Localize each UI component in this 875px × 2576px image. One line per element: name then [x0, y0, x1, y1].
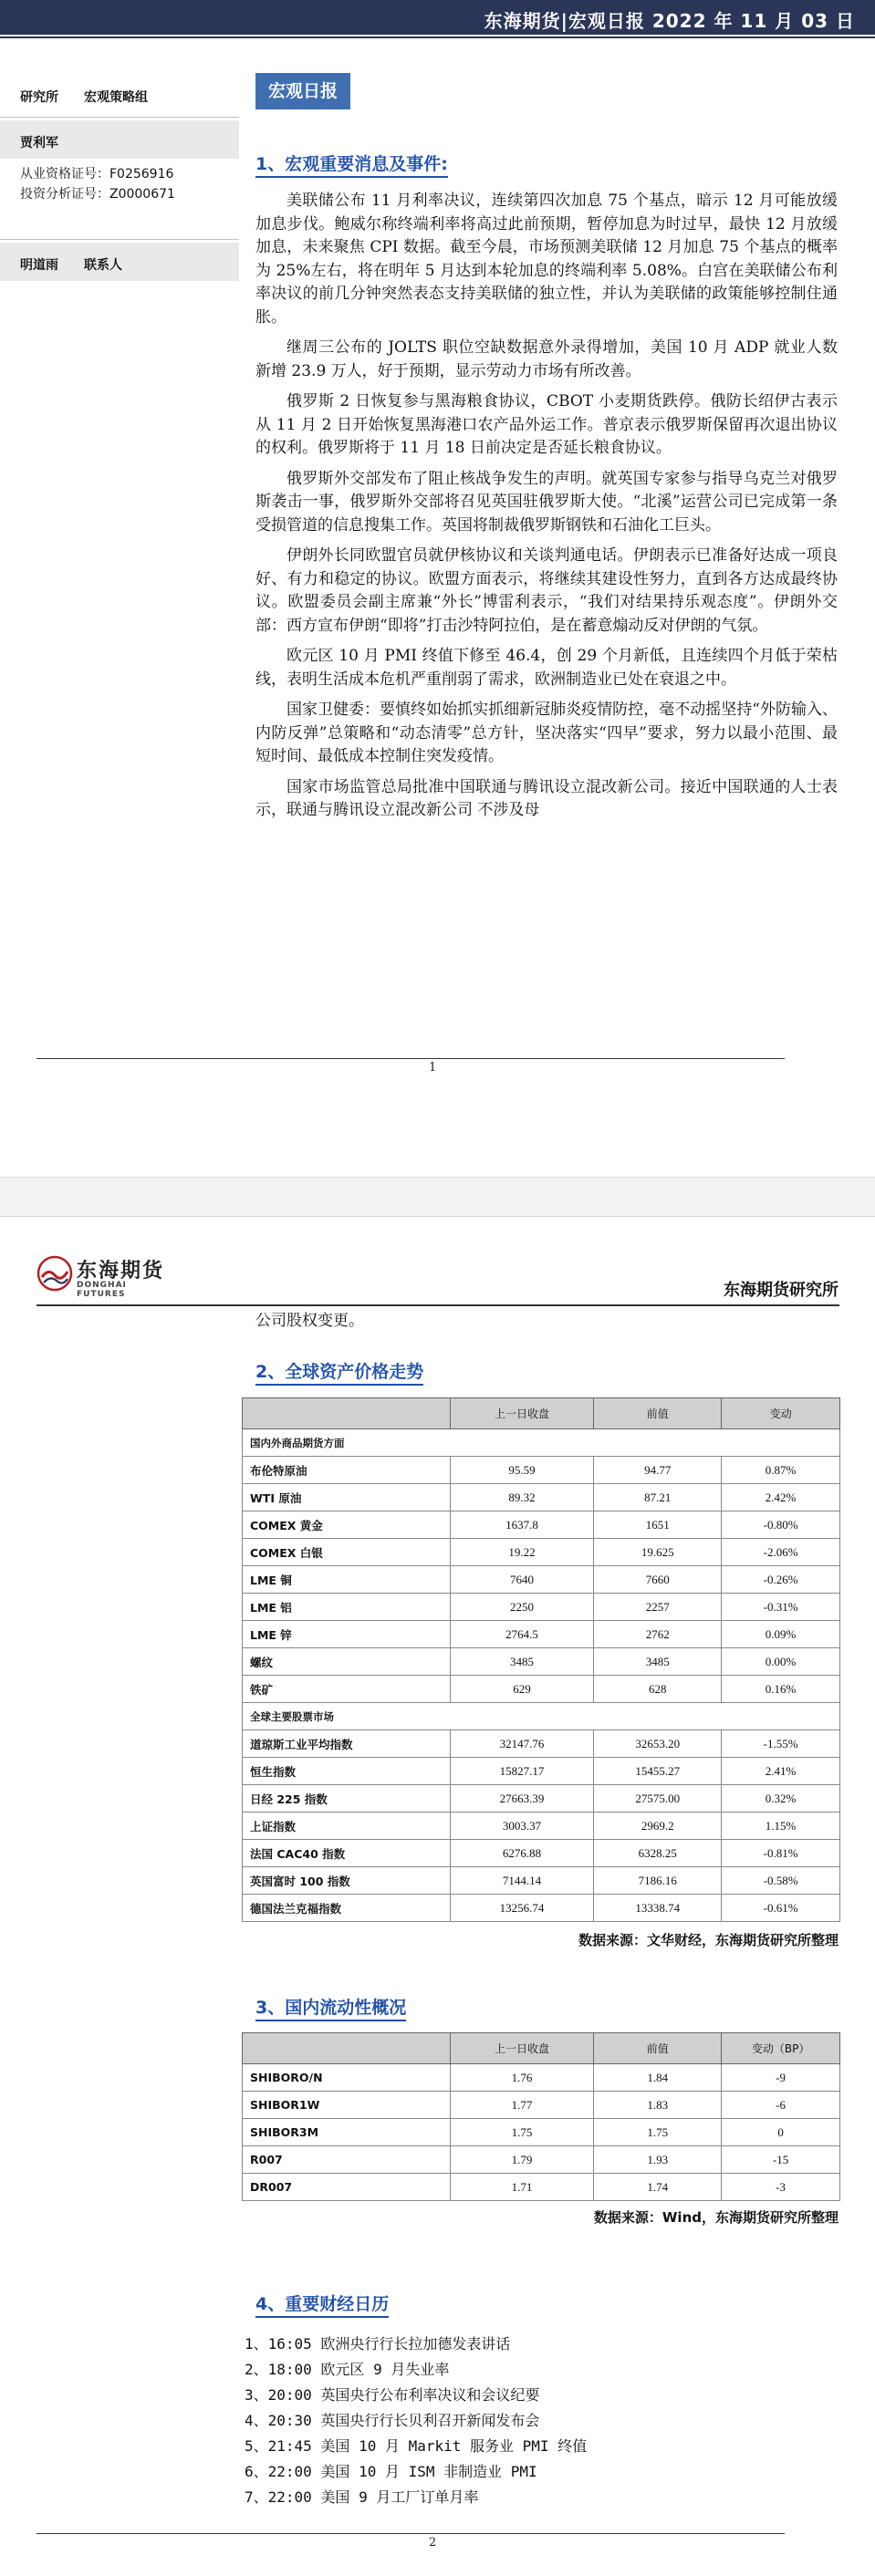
- previous-value: 1.83: [594, 2092, 722, 2119]
- page-number: 2: [429, 2536, 437, 2550]
- asset-name: 德国法兰克福指数: [243, 1895, 451, 1922]
- table-group-row: [243, 1703, 840, 1730]
- section-1-title: 1、宏观重要消息及事件:: [255, 153, 448, 178]
- prev-close: 13256.74: [450, 1895, 594, 1922]
- report-type-badge: 宏观日报: [255, 73, 350, 109]
- change-value: 0.16%: [722, 1676, 840, 1703]
- change-value: -2.06%: [722, 1539, 840, 1566]
- calendar-item: 2、18:00 欧元区 9 月失业率: [245, 2361, 450, 2378]
- previous-value: 628: [594, 1676, 722, 1703]
- change-value: 2.42%: [722, 1484, 840, 1511]
- prev-close: 32147.76: [450, 1730, 594, 1758]
- change-bp: -3: [722, 2174, 840, 2201]
- table-row: [243, 1511, 840, 1539]
- previous-value: 1.93: [594, 2146, 722, 2174]
- asset-name: 上证指数: [243, 1813, 451, 1840]
- table-row: [243, 1648, 840, 1676]
- header-rule: [0, 36, 875, 38]
- asset-name: 法国 CAC40 指数: [243, 1840, 451, 1867]
- change-bp: -6: [722, 2092, 840, 2119]
- sidebar-rule: [0, 239, 239, 240]
- prev-close: 95.59: [450, 1457, 594, 1484]
- asset-name: COMEX 黄金: [243, 1511, 451, 1539]
- rate-name: DR007: [243, 2174, 451, 2201]
- prev-close: 7640: [450, 1566, 594, 1594]
- prev-close: 629: [450, 1676, 594, 1703]
- paragraph: 国家市场监管总局批准中国联通与腾讯设立混改新公司。接近中国联通的人士表示，联通与腾讯设立混改新公司 不涉及母: [255, 777, 838, 819]
- change-bp: -9: [722, 2064, 840, 2092]
- sidebar-qual-cert: 从业资格证号：F0256916: [20, 167, 174, 182]
- calendar-list: [245, 2332, 587, 2510]
- table-header-row: [243, 2033, 840, 2064]
- table-row: [243, 1621, 840, 1648]
- group-label: 国内外商品期货方面: [243, 1429, 840, 1457]
- previous-value: 1.84: [594, 2064, 722, 2092]
- prev-close: 3485: [450, 1648, 594, 1676]
- liquidity-table: [242, 2032, 840, 2201]
- asset-name: 英国富时 100 指数: [243, 1867, 451, 1895]
- paragraph: 俄罗斯 2 日恢复参与黑海粮食协议，CBOT 小麦期货跌停。俄防长绍伊古表示从 11 月 2 日开始恢复黑海港口农产品外运工作。普京表示俄罗斯保留再次退出协议的权利。俄罗斯将于 11 月 18 日前决定是否延长粮食协议。: [255, 392, 838, 457]
- table-row: [243, 2174, 840, 2201]
- asset-name: LME 铝: [243, 1594, 451, 1621]
- previous-value: 94.77: [594, 1457, 722, 1484]
- previous-value: 19.625: [594, 1539, 722, 1566]
- table-row: [243, 1813, 840, 1840]
- sidebar-dept-group: 宏观策略组: [84, 90, 148, 105]
- page-2: [0, 1217, 875, 2576]
- section-1-body: [255, 190, 838, 830]
- change-value: -0.26%: [722, 1566, 840, 1594]
- change-value: 0.00%: [722, 1648, 840, 1676]
- previous-value: 1651: [594, 1511, 722, 1539]
- previous-value: 32653.20: [594, 1730, 722, 1758]
- paragraph: 继周三公布的 JOLTS 职位空缺数据意外录得增加，美国 10 月 ADP 就业人数新增 23.9 万人，好于预期，显示劳动力市场有所改善。: [255, 338, 838, 380]
- paragraph: 国家卫健委：要慎终如始抓实抓细新冠肺炎疫情防控，毫不动摇坚持“外防输入、内防反弹”总策略和“动态清零”总方针，坚决落实“四早”要求，努力以最小范围、最短时间、最低成本控制住突发疫情。: [255, 701, 838, 765]
- change-value: -0.58%: [722, 1867, 840, 1895]
- sidebar-contact-label: 联系人: [84, 258, 122, 273]
- sidebar-analyst-name: 贾利军: [20, 136, 58, 151]
- column-header: 上一日收盘: [450, 1398, 594, 1429]
- section-2-title: 2、全球资产价格走势: [255, 1361, 423, 1386]
- table-row: [243, 2146, 840, 2174]
- previous-value: 2257: [594, 1594, 722, 1621]
- asset-name: 布伦特原油: [243, 1457, 451, 1484]
- table-row: [243, 1867, 840, 1895]
- prev-close: 6276.88: [450, 1840, 594, 1867]
- previous-value: 3485: [594, 1648, 722, 1676]
- table-row: [243, 1840, 840, 1867]
- header-title: 东海期货|宏观日报 2022 年 11 月 03 日: [484, 10, 855, 32]
- column-header: 变动: [722, 1398, 840, 1429]
- change-value: 1.15%: [722, 1813, 840, 1840]
- column-header: 前值: [594, 2033, 722, 2064]
- prev-close: 1.79: [450, 2146, 594, 2174]
- change-value: 0.32%: [722, 1785, 840, 1813]
- table-row: [243, 1457, 840, 1484]
- change-value: -0.31%: [722, 1594, 840, 1621]
- change-value: -0.80%: [722, 1511, 840, 1539]
- prev-close: 1.75: [450, 2119, 594, 2146]
- header-rule: [36, 1304, 839, 1306]
- prev-close: 2764.5: [450, 1621, 594, 1648]
- asset-price-table: [242, 1397, 840, 1922]
- logo-text: 东海期货: [77, 1259, 165, 1283]
- table-row: [243, 1758, 840, 1785]
- change-value: -0.81%: [722, 1840, 840, 1867]
- institute-name: 东海期货研究所: [724, 1281, 839, 1300]
- prev-close: 1.71: [450, 2174, 594, 2201]
- table-header-row: [243, 1398, 840, 1429]
- asset-name: 恒生指数: [243, 1758, 451, 1785]
- section-3-title: 3、国内流动性概况: [255, 1997, 406, 2021]
- calendar-item: 4、20:30 英国央行行长贝利召开新闻发布会: [245, 2412, 540, 2429]
- logo-subtext: DONGHAI FUTURES: [77, 1281, 127, 1299]
- company-logo: [36, 1255, 173, 1299]
- table-row: [243, 2092, 840, 2119]
- asset-name: LME 锌: [243, 1621, 451, 1648]
- previous-value: 13338.74: [594, 1895, 722, 1922]
- table-row: [243, 1594, 840, 1621]
- calendar-item: 6、22:00 美国 10 月 ISM 非制造业 PMI: [245, 2463, 537, 2480]
- table-row: [243, 2119, 840, 2146]
- prev-close: 7144.14: [450, 1867, 594, 1895]
- paragraph: 欧元区 10 月 PMI 终值下修至 46.4，创 29 个月新低，且连续四个月低于荣枯线，表明生活成本危机严重削弱了需求，欧洲制造业已处在衰退之中。: [255, 647, 838, 689]
- prev-close: 89.32: [450, 1484, 594, 1511]
- table-row: [243, 1566, 840, 1594]
- paragraph-continuation: 公司股权变更。: [255, 1312, 364, 1330]
- table-row: [243, 1730, 840, 1758]
- section-4-title: 4、重要财经日历: [255, 2293, 389, 2318]
- asset-name: COMEX 白银: [243, 1539, 451, 1566]
- previous-value: 6328.25: [594, 1840, 722, 1867]
- rate-name: SHIBOR3M: [243, 2119, 451, 2146]
- prev-close: 15827.17: [450, 1758, 594, 1785]
- footer-rule: [36, 2533, 785, 2534]
- paragraph: 伊朗外长同欧盟官员就伊核协议和关谈判通电话。伊朗表示已准备好达成一项良好、有力和稳定的协议。欧盟方面表示，将继续其建设性努力，直到各方达成最终协议。欧盟委员会副主席兼“外长”博雷利表示，“我们对结果持乐观态度”。伊朗外交部：西方宣布伊朗“即将”打击沙特阿拉伯，是在蓄意煽动反对伊朗的气氛。: [255, 546, 838, 635]
- prev-close: 1.76: [450, 2064, 594, 2092]
- page-1: [0, 0, 875, 1177]
- table-row: [243, 1539, 840, 1566]
- asset-table-source: 数据来源：文华财经，东海期货研究所整理: [578, 1932, 839, 1948]
- footer-rule: [36, 1058, 785, 1059]
- asset-name: 道琼斯工业平均指数: [243, 1730, 451, 1758]
- change-value: -1.55%: [722, 1730, 840, 1758]
- prev-close: 19.22: [450, 1539, 594, 1566]
- previous-value: 2969.2: [594, 1813, 722, 1840]
- sidebar-invest-cert: 投资分析证号：Z0000671: [20, 187, 175, 202]
- rate-name: SHIBOR1W: [243, 2092, 451, 2119]
- header-band: [0, 0, 875, 35]
- previous-value: 15455.27: [594, 1758, 722, 1785]
- rate-name: SHIBORO/N: [243, 2064, 451, 2092]
- calendar-item: 1、16:05 欧洲央行行长拉加德发表讲话: [245, 2335, 511, 2353]
- asset-name: 日经 225 指数: [243, 1785, 451, 1813]
- table-row: [243, 1785, 840, 1813]
- asset-name: 铁矿: [243, 1676, 451, 1703]
- column-header: [243, 1398, 451, 1429]
- paragraph: 俄罗斯外交部发布了阻止核战争发生的声明。就英国专家参与指导乌克兰对俄罗斯袭击一事，俄罗斯外交部将召见英国驻俄罗斯大使。“北溪”运营公司已完成第一条受损管道的信息搜集工作。英国将制裁俄罗斯钢铁和石油化工巨头。: [255, 469, 838, 535]
- change-value: 0.87%: [722, 1457, 840, 1484]
- change-bp: 0: [722, 2119, 840, 2146]
- page-number: 1: [429, 1061, 437, 1075]
- prev-close: 3003.37: [450, 1813, 594, 1840]
- asset-name: 螺纹: [243, 1648, 451, 1676]
- column-header: 前值: [594, 1398, 722, 1429]
- table-row: [243, 1484, 840, 1511]
- column-header: 上一日收盘: [450, 2033, 594, 2064]
- table-row: [243, 2064, 840, 2092]
- wave-logo-icon: [36, 1255, 73, 1292]
- calendar-item: 7、22:00 美国 9 月工厂订单月率: [245, 2488, 479, 2506]
- table-row: [243, 1676, 840, 1703]
- asset-name: LME 铜: [243, 1566, 451, 1594]
- column-header: 变动（BP）: [722, 2033, 840, 2064]
- previous-value: 7660: [594, 1566, 722, 1594]
- rate-name: R007: [243, 2146, 451, 2174]
- page-separator: [0, 1177, 875, 1217]
- calendar-item: 5、21:45 美国 10 月 Markit 服务业 PMI 终值: [245, 2437, 588, 2455]
- prev-close: 27663.39: [450, 1785, 594, 1813]
- previous-value: 7186.16: [594, 1867, 722, 1895]
- change-value: 2.41%: [722, 1758, 840, 1785]
- previous-value: 1.74: [594, 2174, 722, 2201]
- change-value: -0.61%: [722, 1895, 840, 1922]
- group-label: 全球主要股票市场: [243, 1703, 840, 1730]
- change-value: 0.09%: [722, 1621, 840, 1648]
- previous-value: 27575.00: [594, 1785, 722, 1813]
- table-row: [243, 1895, 840, 1922]
- sidebar-dept: 研究所: [20, 90, 58, 105]
- previous-value: 2762: [594, 1621, 722, 1648]
- sidebar-rule: [0, 117, 239, 118]
- column-header: [243, 2033, 451, 2064]
- prev-close: 2250: [450, 1594, 594, 1621]
- previous-value: 87.21: [594, 1484, 722, 1511]
- table-group-row: [243, 1429, 840, 1457]
- previous-value: 1.75: [594, 2119, 722, 2146]
- prev-close: 1.77: [450, 2092, 594, 2119]
- sidebar-contact-name: 明道雨: [20, 258, 58, 273]
- asset-name: WTI 原油: [243, 1484, 451, 1511]
- paragraph: 美联储公布 11 月利率决议，连续第四次加息 75 个基点，暗示 12 月可能放缓加息步伐。鲍威尔称终端利率将高过此前预期，暂停加息为时过早，最快 12 月放缓加息，未来聚焦 CPI 数据。截至今晨，市场预测美联储 12 月加息 75 个基点的概率为 25%左右，将在明年 5 月达到本轮加息的终端利率 5.08%。白宫在美联储公布利率决议的前几分钟突然表态支持美联储的独立性，并认为美联储的政策能够控制住通胀。: [255, 192, 838, 327]
- calendar-item: 3、20:00 英国央行公布利率决议和会议纪要: [245, 2386, 540, 2404]
- prev-close: 1637.8: [450, 1511, 594, 1539]
- liquidity-table-source: 数据来源：Wind，东海期货研究所整理: [593, 2209, 839, 2226]
- change-bp: -15: [722, 2146, 840, 2174]
